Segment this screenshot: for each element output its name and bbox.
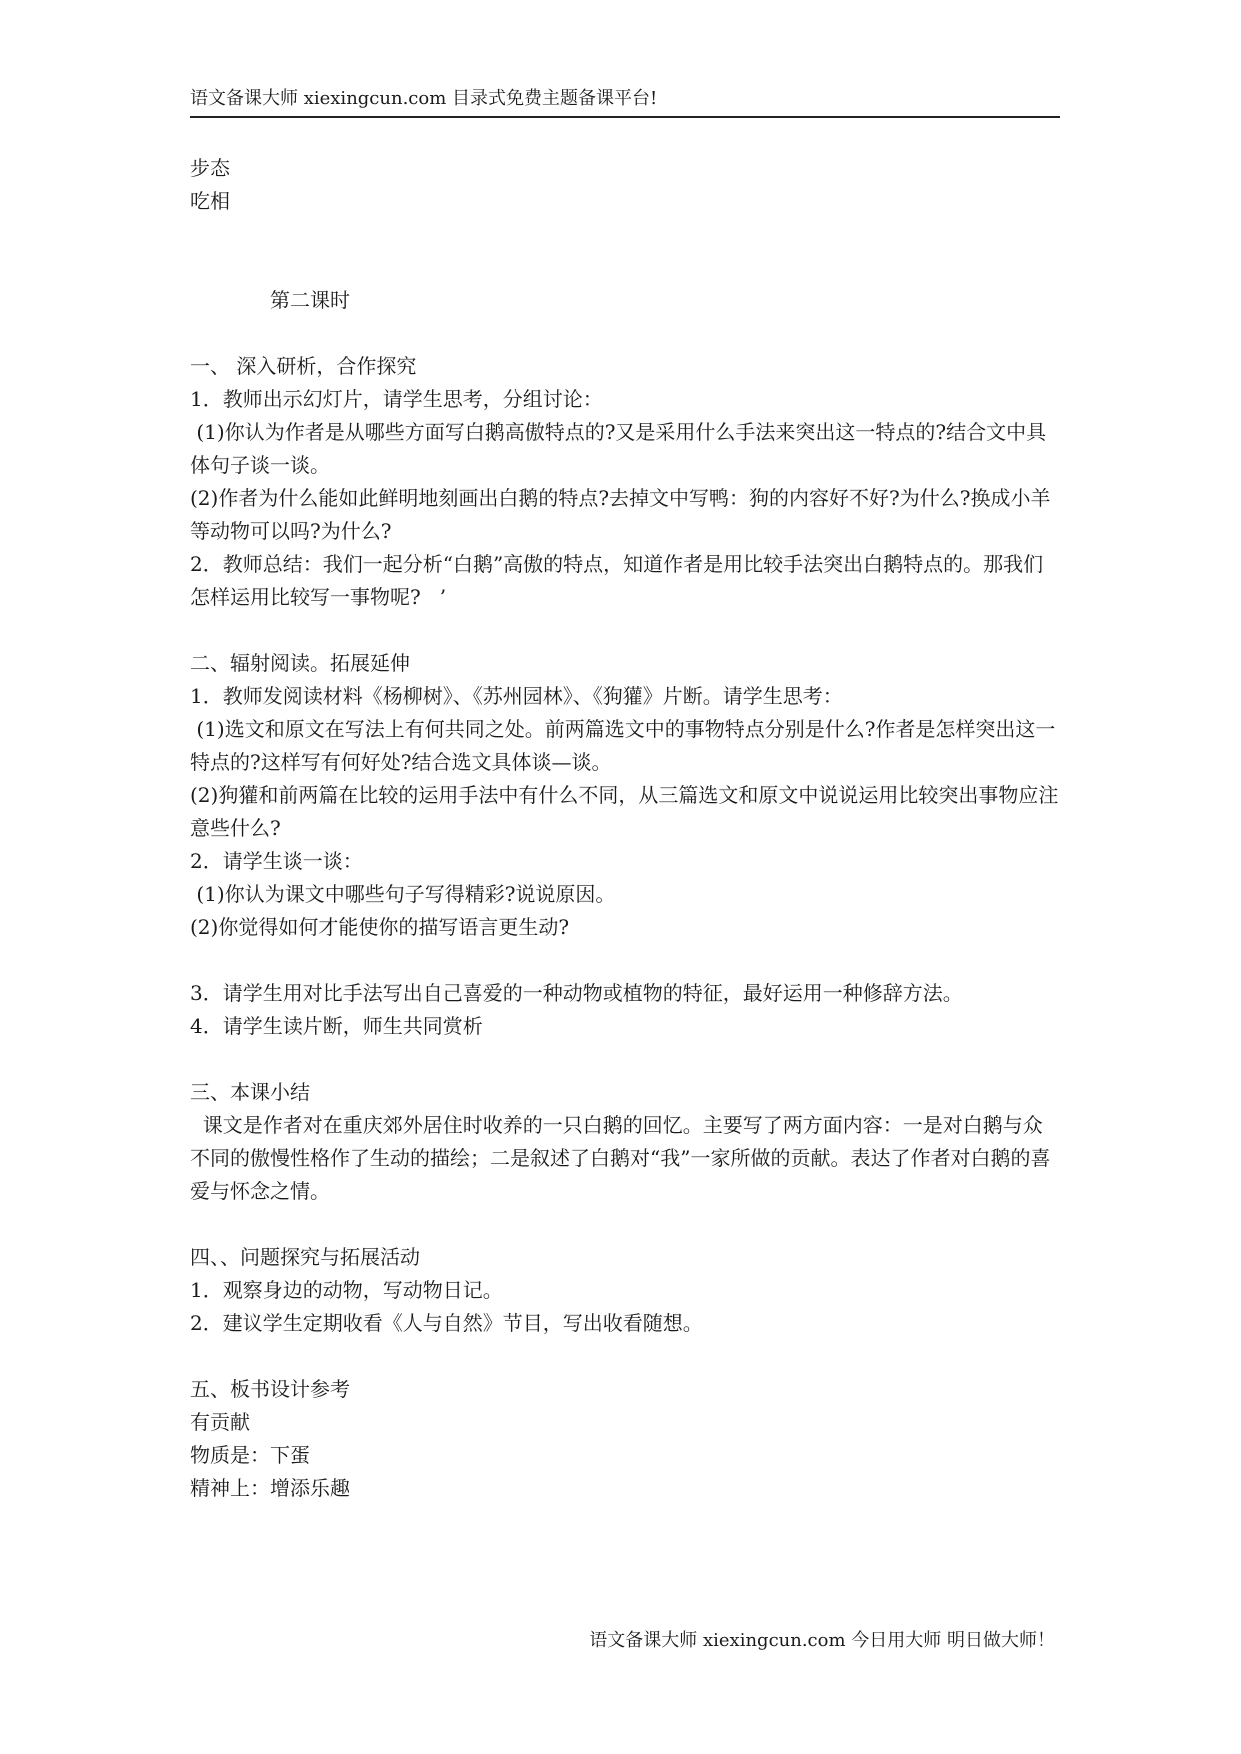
body-line: 3．请学生用对比手法写出自己喜爱的一种动物或植物的特征，最好运用一种修辞方法。 (190, 981, 963, 1005)
body-line: 吃相 (190, 189, 230, 213)
section-heading: 一、 深入研析，合作探究 (190, 354, 417, 378)
body-line: 1．教师出示幻灯片，请学生思考，分组讨论： (190, 387, 603, 411)
header-text: 语文备课大师 xiexingcun.com 目录式免费主题备课平台! (190, 88, 658, 109)
spacer (190, 1208, 1060, 1241)
body-line: 2．建议学生定期收看《人与自然》节目，写出收看随想。 (190, 1311, 703, 1335)
body-line: 1．教师发阅读材料《杨柳树》、《苏州园林》、《狗獾》片断。请学生思考： (190, 684, 843, 708)
body-line: 精神上：增添乐趣 (190, 1476, 350, 1500)
spacer (190, 1340, 1060, 1373)
footer-text: 语文备课大师 xiexingcun.com 今日用大师 明日做大师！ (589, 1630, 1055, 1651)
section-heading: 三、本课小结 (190, 1080, 310, 1104)
body-paragraph: (2)狗獾和前两篇在比较的运用手法中有什么不同，从三篇选文和原文中说说运用比较突出事物应注意些什么? (190, 783, 1059, 840)
body-line: 有贡献 (190, 1410, 250, 1434)
lesson-title: 第二课时 (270, 288, 350, 312)
section-heading: 四、、问题探究与拓展活动 (190, 1245, 420, 1269)
body-line: 物质是：下蛋 (190, 1443, 310, 1467)
spacer (190, 317, 1060, 350)
body-line: 步态 (190, 156, 230, 180)
body-paragraph: (1)你认为作者是从哪些方面写白鹅高傲特点的?又是采用什么手法来突出这一特点的?结合文中具体句子谈一谈。 (190, 420, 1047, 477)
body-line: (1)你认为课文中哪些句子写得精彩?说说原因。 (190, 882, 616, 906)
body-line: 4．请学生读片断，师生共同赏析 (190, 1014, 483, 1038)
body-paragraph: (2)作者为什么能如此鲜明地刻画出白鹅的特点?去掉文中写鸭：狗的内容好不好?为什么?换成小羊等动物可以吗?为什么? (190, 486, 1051, 543)
body-paragraph: 课文是作者对在重庆郊外居住时收养的一只白鹅的回忆。主要写了两方面内容：一是对白鹅与众不同的傲慢性格作了生动的描绘；二是叙述了白鹅对“我”一家所做的贡献。表达了作者对白鹅的喜爱与怀念之情。 (190, 1113, 1051, 1203)
body-paragraph: 2．教师总结：我们一起分析“白鹅”高傲的特点，知道作者是用比较手法突出白鹅特点的。那我们怎样运用比较写一事物呢? ’ (190, 552, 1044, 609)
section-heading: 二、辐射阅读。拓展延伸 (190, 651, 410, 675)
body-line: 2．请学生谈一谈： (190, 849, 363, 873)
body-line: 1．观察身边的动物，写动物日记。 (190, 1278, 503, 1302)
spacer (190, 614, 1060, 647)
document-body (190, 152, 1060, 1505)
spacer (190, 944, 1060, 977)
section-heading: 五、板书设计参考 (190, 1377, 350, 1401)
spacer (190, 1043, 1060, 1076)
page-footer (589, 1628, 1055, 1654)
page-header (190, 86, 1060, 118)
body-line: (2)你觉得如何才能使你的描写语言更生动? (190, 915, 570, 939)
body-paragraph: (1)选文和原文在写法上有何共同之处。前两篇选文中的事物特点分别是什么?作者是怎样突出这一特点的?这样写有何好处?结合选文具体谈—谈。 (190, 717, 1056, 774)
spacer (190, 218, 1060, 284)
